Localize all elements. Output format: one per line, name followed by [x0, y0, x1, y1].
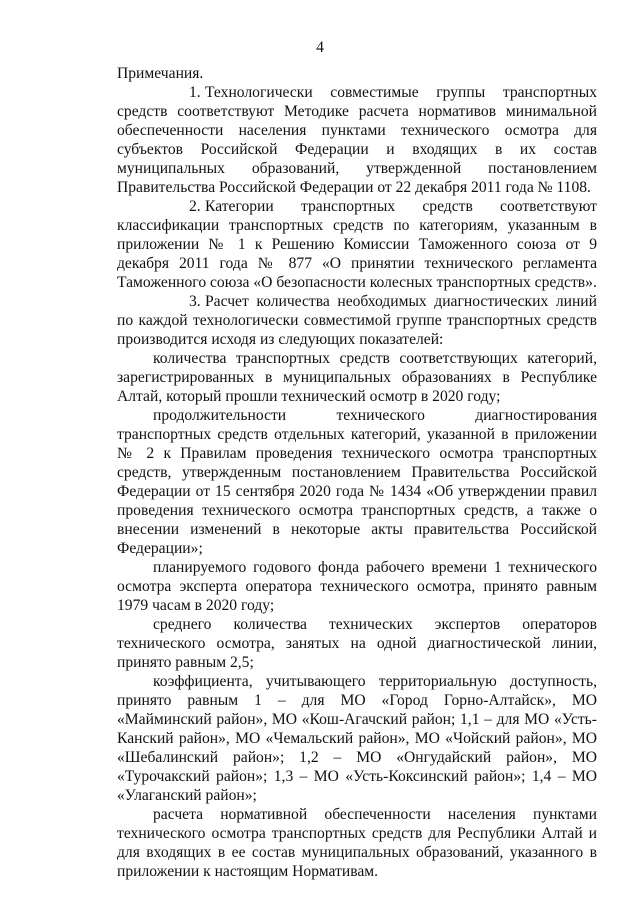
paragraph-text: расчета нормативной обеспеченности населения пунктами технического осмотра транспортных средств для Республики Алтай и для входящих в ее состав муниципальных образований, указанного в приложении к настоящим Нормативам. — [117, 806, 597, 880]
paragraph-number: 1. — [189, 84, 201, 101]
indicator-normative-calculation — [117, 805, 597, 881]
document-body — [117, 64, 597, 881]
paragraph-number: 2. — [189, 198, 201, 215]
indicator-accessibility-coefficient — [117, 672, 597, 805]
indicator-working-time-fund — [117, 558, 597, 615]
paragraph-note-2 — [117, 197, 597, 292]
notes-heading: Примечания. — [117, 65, 204, 82]
paragraph-text: количества транспортных средств соответствующих категорий, зарегистрированных в муниципальных образованиях в Республике Алтай, который прошли технический осмотр в 2020 году; — [117, 350, 597, 405]
paragraph-text: планируемого годового фонда рабочего времени 1 технического осмотра эксперта оператора технического осмотра, принято равным 1979 часам в 2020 году; — [117, 559, 597, 614]
indicator-experts-count — [117, 615, 597, 672]
paragraph-note-3 — [117, 292, 597, 349]
indicator-vehicle-count — [117, 349, 597, 406]
paragraph-note-1 — [117, 83, 597, 197]
paragraph-text: Технологически совместимые группы транспортных средств соответствуют Методике расчета нормативов минимальной обеспеченности населения пунктами технического осмотра для субъектов Российской Федерации и входящих в их состав муниципальных образований, утвержденной постановлением Правительства Российской Федерации от 22 декабря 2011 года № 1108. — [117, 84, 597, 196]
paragraph-number: 3. — [189, 293, 201, 310]
paragraph-text: коэффициента, учитывающего территориальную доступность, принято равным 1 – для МО «Город Горно-Алтайск», МО «Майминский район», МО «Кош-Агачский район; 1,1 – для МО «Усть-Канский район», МО «Чемальский район», МО «Чойский район», МО «Шебалинский район»; 1,2 – МО «Онгудайский район», МО «Турочакский район»; 1,3 – МО «Усть-Коксинский район»; 1,4 – МО «Улаганский район»; — [117, 673, 597, 804]
paragraph-text: Категории транспортных средств соответствуют классификации транспортных средств по категориям, указанным в приложении № 1 к Решению Комиссии Таможенного союза от 9 декабря 2011 года № 877 «О принятии технического регламента Таможенного союза «О безопасности колесных транспортных средств». — [117, 198, 597, 291]
paragraph-text: Расчет количества необходимых диагностических линий по каждой технологически совместимой группе транспортных средств производится исходя из следующих показателей: — [117, 293, 597, 348]
paragraph-text: среднего количества технических экспертов операторов технического осмотра, занятых на одной диагностической линии, принято равным 2,5; — [117, 616, 597, 671]
paragraph-text: продолжительности технического диагностирования транспортных средств отдельных категорий, указанной в приложении № 2 к Правилам проведения технического осмотра транспортных средств, утвержденным постановлением Правительства Российской Федерации от 15 сентября 2020 года № 1434 «Об утверждении правил проведения технического осмотра транспортных средств, а также о внесении изменений в некоторые акты правительства Российской Федерации»; — [117, 407, 597, 557]
indicator-diagnostic-duration — [117, 406, 597, 558]
page-number: 4 — [316, 39, 324, 56]
